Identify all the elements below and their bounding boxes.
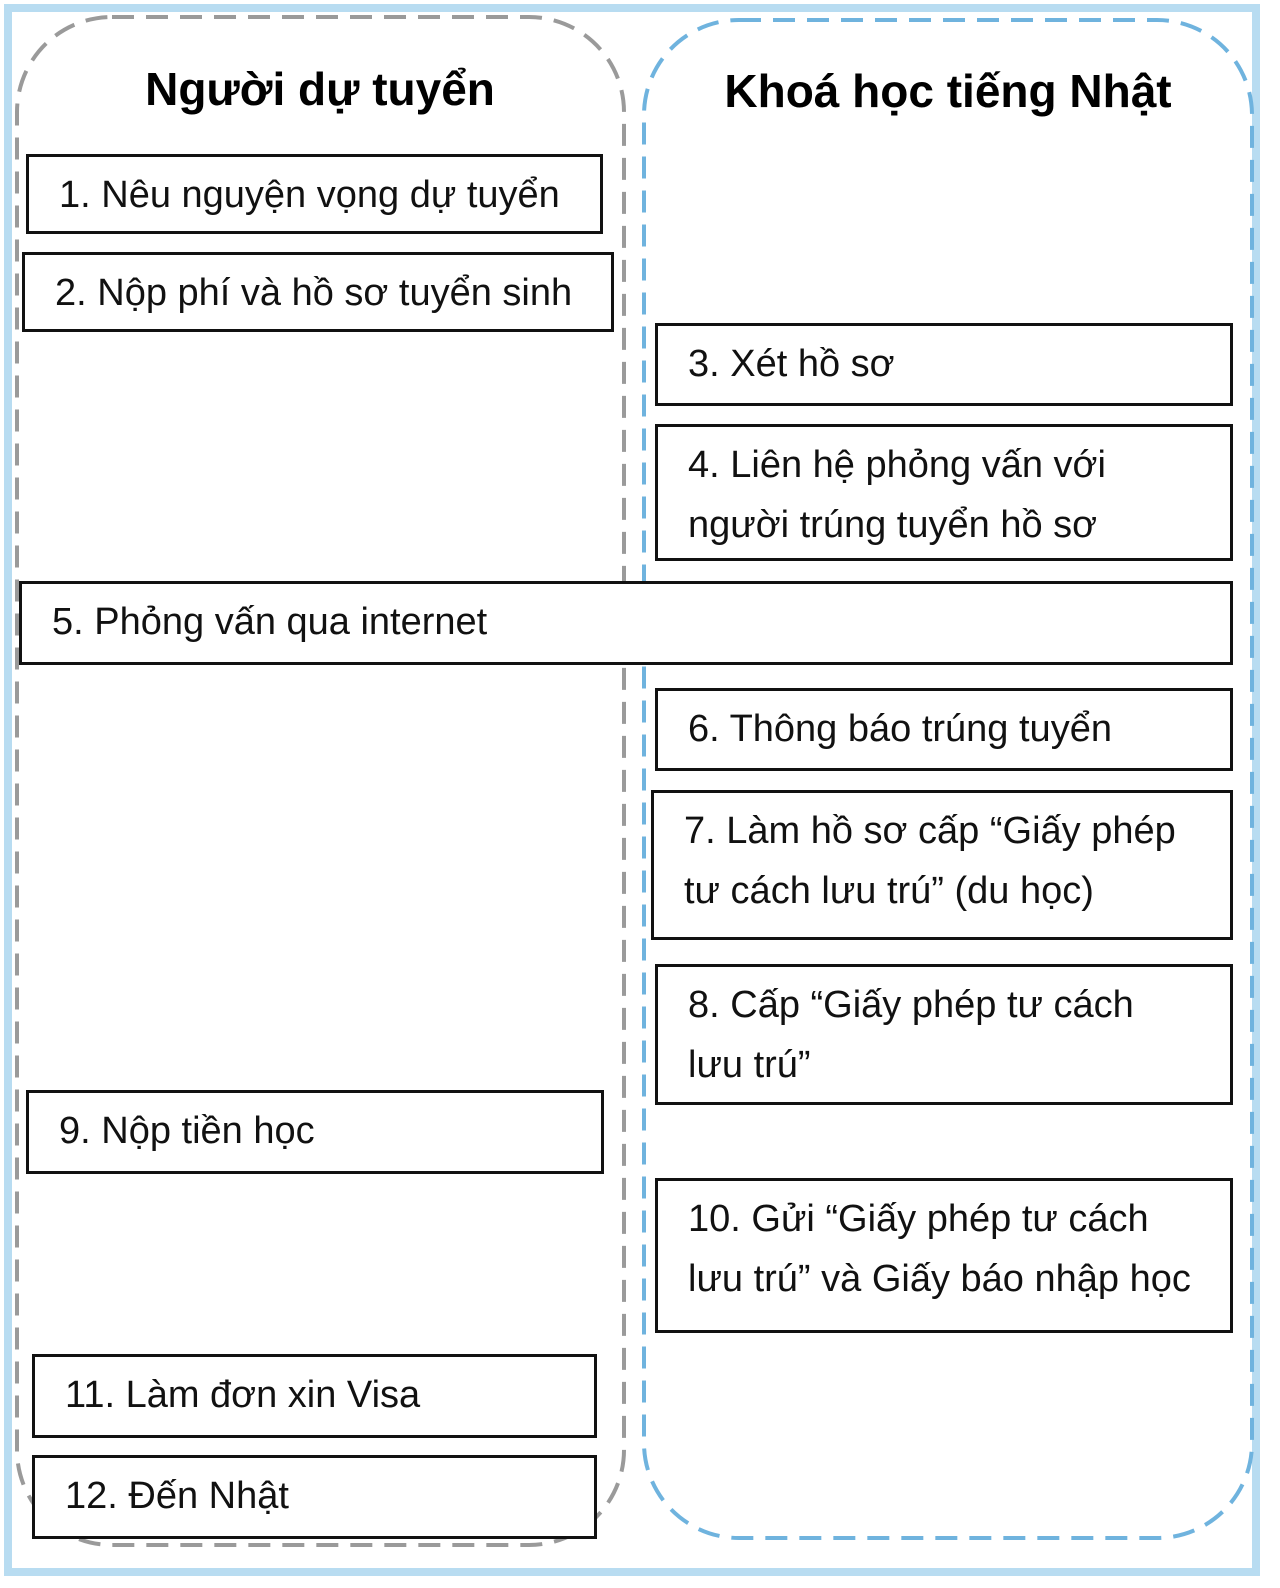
step-3-line-1: 3. Xét hồ sơ [688, 343, 895, 385]
step-7-line-1: 7. Làm hồ sơ cấp “Giấy phép [684, 810, 1176, 852]
step-4-line-2: người trúng tuyển hồ sơ [688, 504, 1098, 546]
step-8-line-2: lưu trú” [688, 1044, 811, 1086]
step-1-line-1: 1. Nêu nguyện vọng dự tuyển [59, 174, 560, 216]
step-4 [655, 424, 1233, 561]
step-12-line-1: 12. Đến Nhật [65, 1475, 289, 1517]
lane-right-title: Khoá học tiếng Nhật [724, 65, 1172, 117]
step-12 [32, 1455, 597, 1539]
step-1 [26, 154, 603, 234]
step-5 [19, 581, 1233, 665]
step-3 [655, 323, 1233, 406]
step-4-line-1: 4. Liên hệ phỏng vấn với [688, 444, 1106, 486]
step-9-line-1: 9. Nộp tiền học [59, 1110, 315, 1152]
lane-left-title: Người dự tuyển [145, 63, 495, 115]
step-10-line-1: 10. Gửi “Giấy phép tư cách [688, 1198, 1149, 1240]
step-5-line-1: 5. Phỏng vấn qua internet [52, 601, 488, 643]
step-2 [22, 252, 614, 332]
step-7-line-2: tư cách lưu trú” (du học) [684, 870, 1094, 912]
step-8-line-1: 8. Cấp “Giấy phép tư cách [688, 984, 1134, 1026]
step-6-line-1: 6. Thông báo trúng tuyển [688, 708, 1112, 750]
step-2-line-1: 2. Nộp phí và hồ sơ tuyển sinh [55, 272, 573, 314]
step-6 [655, 688, 1233, 771]
step-9 [26, 1090, 604, 1174]
step-7 [651, 790, 1233, 940]
step-10 [655, 1178, 1233, 1333]
step-8 [655, 964, 1233, 1105]
step-10-line-2: lưu trú” và Giấy báo nhập học [688, 1258, 1191, 1300]
step-11 [32, 1354, 597, 1438]
step-11-line-1: 11. Làm đơn xin Visa [65, 1374, 421, 1416]
